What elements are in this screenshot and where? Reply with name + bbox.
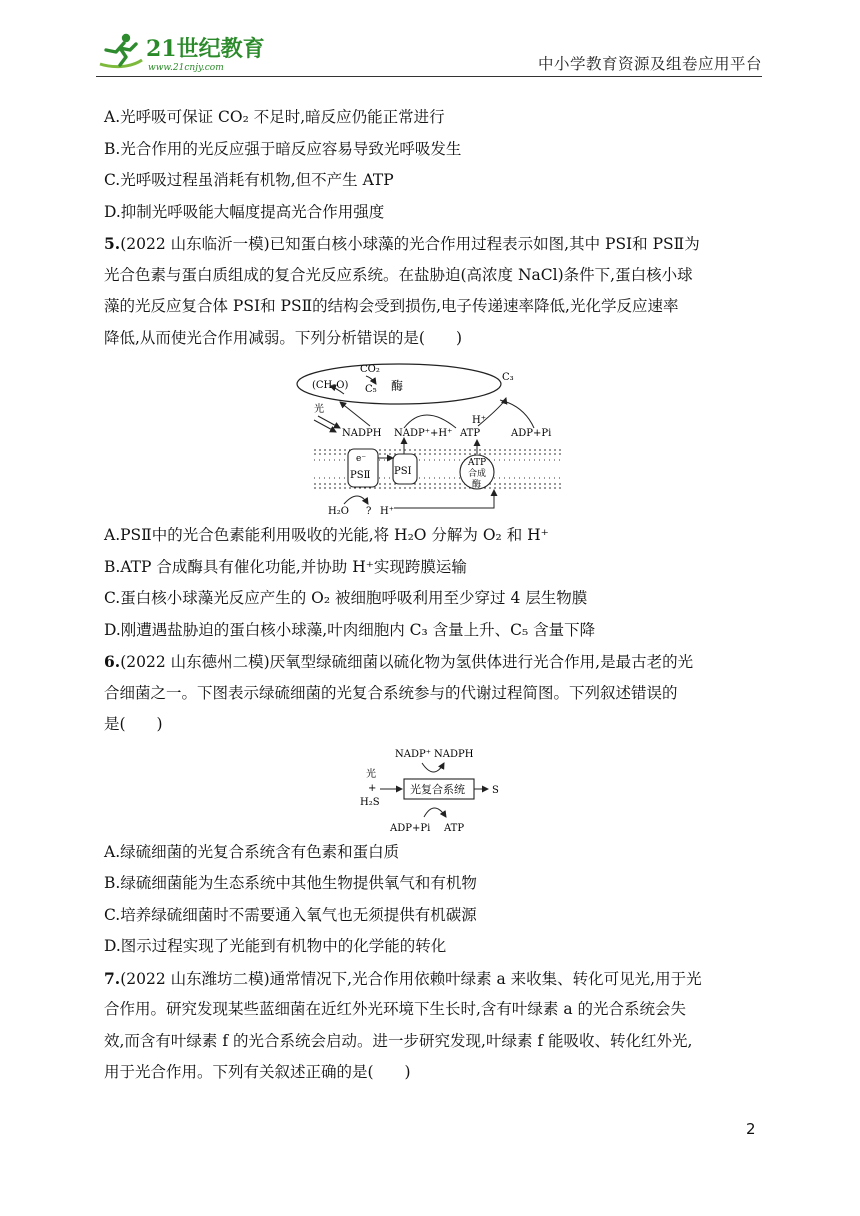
co2-label: CO₂ <box>360 364 380 375</box>
green-sulfur-bacteria-diagram <box>104 741 754 837</box>
logo-text: 21世纪教育 <box>146 36 265 62</box>
light-label: 光 <box>314 404 324 415</box>
q4-option-b: B.光合作用的光反应强于暗反应容易导致光呼吸发生 <box>104 139 462 158</box>
page-number: 2 <box>746 1120 756 1138</box>
q5-stem-line-4: 降低,从而使光合作用减弱。下列分析错误的是( ) <box>104 328 463 347</box>
nadph-label: NADPH <box>342 428 382 439</box>
atp-label: ATP <box>444 822 465 834</box>
runner-icon <box>100 34 142 67</box>
q6-number: 6. <box>104 652 121 671</box>
q6-stem-line-1: 6.(2022 山东德州二模)厌氧型绿硫细菌以硫化物为氢供体进行光合作用,是最古老的光 <box>104 652 694 671</box>
s-label: S <box>492 784 499 796</box>
atp-synthase-label-2: 合成 <box>468 469 487 479</box>
ps2-label: PSⅡ <box>350 470 371 481</box>
q7-stem-line-3: 效,而含有叶绿素 f 的光合系统会启动。进一步研究发现,叶绿素 f 能吸收、转化红外光, <box>104 1031 693 1050</box>
q5-option-a: A.PSⅡ中的光合色素能利用吸收的光能,将 H₂O 分解为 O₂ 和 H⁺ <box>104 526 549 544</box>
q5-stem-line-2: 光合色素与蛋白质组成的复合光反应系统。在盐胁迫(高浓度 NaCl)条件下,蛋白核小球 <box>104 265 693 284</box>
page-header <box>96 28 762 78</box>
nadph-label: NADPH <box>434 748 474 760</box>
system-label: 光复合系统 <box>410 782 465 796</box>
h2s-label: H₂S <box>360 796 380 808</box>
enzyme-label: 酶 <box>391 379 404 393</box>
logo <box>96 30 266 74</box>
q6-option-b: B.绿硫细菌能为生态系统中其他生物提供氧气和有机物 <box>104 874 477 892</box>
q4-option-c: C.光呼吸过程虽消耗有机物,但不产生 ATP <box>104 171 394 189</box>
atp-label: ATP <box>460 428 481 439</box>
ps1-label: PSⅠ <box>394 466 412 477</box>
photosynthesis-diagram <box>104 354 754 520</box>
q7-stem-line-1: 7.(2022 山东潍坊二模)通常情况下,光合作用依赖叶绿素 a 来收集、转化可见光,用于光 <box>104 968 702 988</box>
e-minus-label: e⁻ <box>356 454 367 464</box>
atp-synthase-label-1: ATP <box>468 458 487 468</box>
green-sulfur-svg <box>104 741 754 837</box>
light-label: 光 <box>366 768 376 780</box>
q5-stem-line-3: 藻的光反应复合体 PSⅠ和 PSⅡ的结构会受到损伤,电子传递速率降低,光化学反应速率 <box>104 297 679 315</box>
q7-stem-line-4: 用于光合作用。下列有关叙述正确的是( ) <box>104 1063 411 1081</box>
q6-option-d: D.图示过程实现了光能到有机物中的化学能的转化 <box>104 937 447 955</box>
q4-option-d: D.抑制光呼吸能大幅度提高光合作用强度 <box>104 202 385 221</box>
adp-label: ADP+Pi <box>511 428 552 439</box>
logo-url: www.21cnjy.com <box>148 63 224 73</box>
h-plus-label: H⁺ <box>472 415 486 426</box>
q4-option-a: A.光呼吸可保证 CO₂ 不足时,暗反应仍能正常进行 <box>104 108 445 126</box>
h-plus-bottom-label: H⁺ <box>380 506 394 517</box>
q6-stem-line-3: 是( ) <box>104 715 163 733</box>
plus-label: + <box>368 782 377 794</box>
question-mark-label: ? <box>366 506 372 517</box>
h2o-label: H₂O <box>328 506 349 517</box>
q5-number: 5. <box>104 234 121 253</box>
q6-option-c: C.培养绿硫细菌时不需要通入氧气也无须提供有机碳源 <box>104 905 477 924</box>
c5-label: C₅ <box>365 384 377 395</box>
q7-stem-line-2: 合作用。研究发现某些蓝细菌在近红外光环境下生长时,含有叶绿素 a 的光合系统会失 <box>104 1000 687 1018</box>
photosynthesis-svg <box>104 354 754 520</box>
platform-name: 中小学教育资源及组卷应用平台 <box>537 55 762 73</box>
ch2o-label: (CH₂O) <box>312 380 349 391</box>
adp-label: ADP+Pi <box>390 822 431 834</box>
q6-stem-line-2: 合细菌之一。下图表示绿硫细菌的光复合系统参与的代谢过程简图。下列叙述错误的 <box>104 683 678 702</box>
q5-option-d: D.刚遭遇盐胁迫的蛋白核小球藻,叶肉细胞内 C₃ 含量上升、C₅ 含量下降 <box>104 620 596 639</box>
q5-option-b: B.ATP 合成酶具有催化功能,并协助 H⁺实现跨膜运输 <box>104 557 467 576</box>
c3-label: C₃ <box>502 372 514 383</box>
nadp-label: NADP⁺+H⁺ <box>394 428 453 439</box>
q7-number: 7. <box>104 968 121 988</box>
header-rule <box>96 76 762 77</box>
page-content <box>104 102 754 1089</box>
q6-option-a: A.绿硫细菌的光复合系统含有色素和蛋白质 <box>104 842 400 861</box>
q5-option-c: C.蛋白核小球藻光反应产生的 O₂ 被细胞呼吸利用至少穿过 4 层生物膜 <box>104 589 588 607</box>
atp-synthase-label-3: 酶 <box>472 480 482 490</box>
nadp-label: NADP⁺ <box>395 748 431 760</box>
q5-stem-line-1: 5.(2022 山东临沂一模)已知蛋白核小球藻的光合作用过程表示如图,其中 PSⅠ和 PSⅡ为 <box>104 234 700 253</box>
